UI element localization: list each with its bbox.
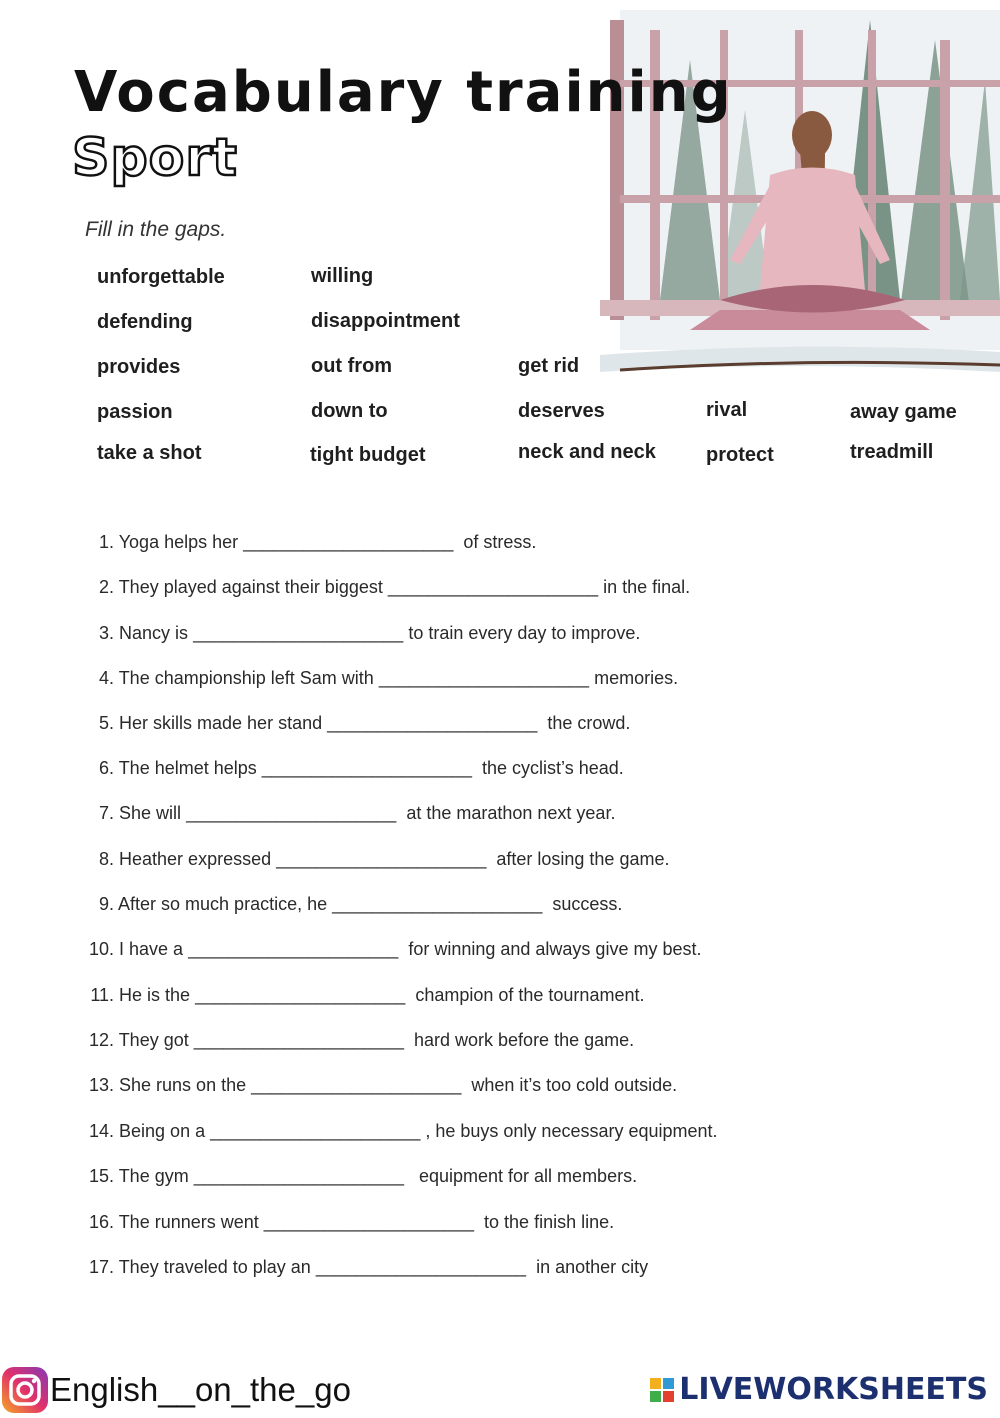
question-text-after: in another city: [536, 1257, 649, 1277]
word-bank-item: defending: [97, 311, 193, 333]
instagram-handle: English__on_the_go: [50, 1371, 351, 1408]
question-number: 14.: [88, 1121, 114, 1141]
question-item: [86, 939, 701, 960]
question-text-after: success.: [552, 894, 623, 914]
question-text-before: She will: [119, 803, 182, 823]
question-text-after: champion of the tournament.: [415, 985, 645, 1005]
question-item: [86, 1212, 614, 1233]
word-bank-item: get rid: [518, 355, 580, 377]
question-text-after: of stress.: [463, 532, 537, 552]
question-item: [86, 1257, 648, 1278]
instagram-credit[interactable]: [0, 1366, 351, 1414]
word-bank-item: take a shot: [97, 442, 202, 464]
word-bank-item: unforgettable: [97, 266, 225, 288]
word-bank-item: down to: [311, 400, 388, 422]
answer-blank[interactable]: _____________________: [251, 1075, 462, 1095]
question-number: 4.: [98, 668, 114, 688]
question-item: [86, 577, 690, 598]
word-bank-item: rival: [706, 399, 748, 421]
answer-blank[interactable]: _____________________: [263, 1212, 475, 1232]
question-text-before: Yoga helps her: [118, 532, 239, 552]
answer-blank[interactable]: _____________________: [195, 985, 406, 1005]
question-text-before: The gym: [118, 1166, 189, 1186]
question-text-before: She runs on the: [119, 1075, 247, 1095]
answer-blank[interactable]: _____________________: [332, 894, 543, 914]
question-number: 11.: [90, 985, 114, 1005]
answer-blank[interactable]: _____________________: [243, 532, 454, 552]
question-text-after: equipment for all members.: [418, 1166, 638, 1186]
question-text-before: They played against their biggest: [118, 577, 383, 597]
question-item: [86, 985, 644, 1006]
answer-blank[interactable]: _____________________: [327, 713, 538, 733]
question-text-after: the crowd.: [547, 713, 631, 733]
question-text-after: in the final.: [603, 577, 691, 597]
answer-blank[interactable]: _____________________: [210, 1121, 421, 1141]
question-text-before: The championship left Sam with: [118, 668, 374, 688]
question-number: 12.: [88, 1030, 114, 1050]
question-item: [86, 668, 678, 689]
question-number: 13.: [88, 1075, 114, 1095]
question-text-before: He is the: [119, 985, 191, 1005]
answer-blank[interactable]: _____________________: [315, 1257, 527, 1277]
question-text-before: Nancy is: [119, 623, 189, 643]
question-text-before: They traveled to play an: [118, 1257, 311, 1277]
question-item: [86, 713, 630, 734]
instagram-icon: [2, 1367, 48, 1413]
question-number: 1.: [98, 532, 114, 552]
answer-blank[interactable]: _____________________: [188, 939, 399, 959]
question-item: [86, 623, 640, 644]
word-bank-item: protect: [706, 444, 774, 466]
liveworksheets-logo-icon: [649, 1377, 675, 1403]
question-text-before: The helmet helps: [118, 758, 257, 778]
liveworksheets-brand[interactable]: [649, 1372, 988, 1407]
question-text-after: hard work before the game.: [414, 1030, 635, 1050]
question-number: 10.: [88, 939, 114, 959]
question-text-after: after losing the game.: [496, 849, 670, 869]
word-bank-item: passion: [97, 401, 173, 423]
word-bank-item: willing: [311, 265, 374, 287]
question-number: 7.: [98, 803, 114, 823]
question-number: 5.: [98, 713, 114, 733]
question-text-before: Heather expressed: [119, 849, 272, 869]
question-text-before: Her skills made her stand: [119, 713, 323, 733]
question-text-after: memories.: [594, 668, 679, 688]
word-bank-item: provides: [97, 356, 181, 378]
page-subtitle: Sport: [72, 128, 238, 188]
word-bank-item: out from: [311, 355, 393, 377]
answer-blank[interactable]: _____________________: [193, 1030, 404, 1050]
answer-blank[interactable]: _____________________: [193, 1166, 404, 1186]
word-bank-item: deserves: [518, 400, 605, 422]
liveworksheets-wordmark: LIVEWORKSHEETS: [679, 1372, 988, 1407]
answer-blank[interactable]: _____________________: [193, 623, 404, 643]
question-text-after: to train every day to improve.: [408, 623, 641, 643]
question-item: [86, 532, 536, 553]
question-number: 17.: [88, 1257, 114, 1277]
question-text-after: the cyclist’s head.: [482, 758, 624, 778]
question-number: 16.: [88, 1212, 114, 1232]
word-bank-item: treadmill: [850, 441, 934, 463]
answer-blank[interactable]: _____________________: [186, 803, 397, 823]
question-number: 2.: [98, 577, 114, 597]
question-text-after: to the finish line.: [484, 1212, 615, 1232]
question-item: [86, 894, 622, 915]
question-item: [86, 758, 624, 779]
word-bank-item: disappointment: [311, 310, 460, 332]
question-text-before: I have a: [119, 939, 184, 959]
answer-blank[interactable]: _____________________: [387, 577, 599, 597]
question-text-before: After so much practice, he: [118, 894, 328, 914]
question-text-after: for winning and always give my best.: [408, 939, 702, 959]
page-title: Vocabulary training: [74, 60, 733, 125]
question-number: 6.: [98, 758, 114, 778]
answer-blank[interactable]: _____________________: [378, 668, 590, 688]
question-item: [86, 1075, 677, 1096]
word-bank-item: tight budget: [310, 444, 426, 466]
question-text-before: They got: [118, 1030, 189, 1050]
question-text-before: The runners went: [118, 1212, 259, 1232]
question-item: [86, 803, 615, 824]
question-number: 8.: [98, 849, 114, 869]
question-text-after: at the marathon next year.: [406, 803, 616, 823]
question-text-after: , he buys only necessary equipment.: [425, 1121, 718, 1141]
question-item: [86, 1166, 637, 1187]
question-number: 9.: [98, 894, 114, 914]
question-item: [86, 1030, 634, 1051]
question-item: [86, 1121, 718, 1142]
instruction-text: Fill in the gaps.: [85, 218, 227, 241]
word-bank-item: away game: [850, 401, 957, 423]
question-number: 15.: [88, 1166, 114, 1186]
answer-blank[interactable]: _____________________: [276, 849, 487, 869]
question-text-after: when it’s too cold outside.: [471, 1075, 678, 1095]
question-item: [86, 849, 669, 870]
answer-blank[interactable]: _____________________: [261, 758, 473, 778]
question-number: 3.: [98, 623, 114, 643]
question-text-before: Being on a: [119, 1121, 206, 1141]
word-bank-item: neck and neck: [518, 441, 656, 463]
